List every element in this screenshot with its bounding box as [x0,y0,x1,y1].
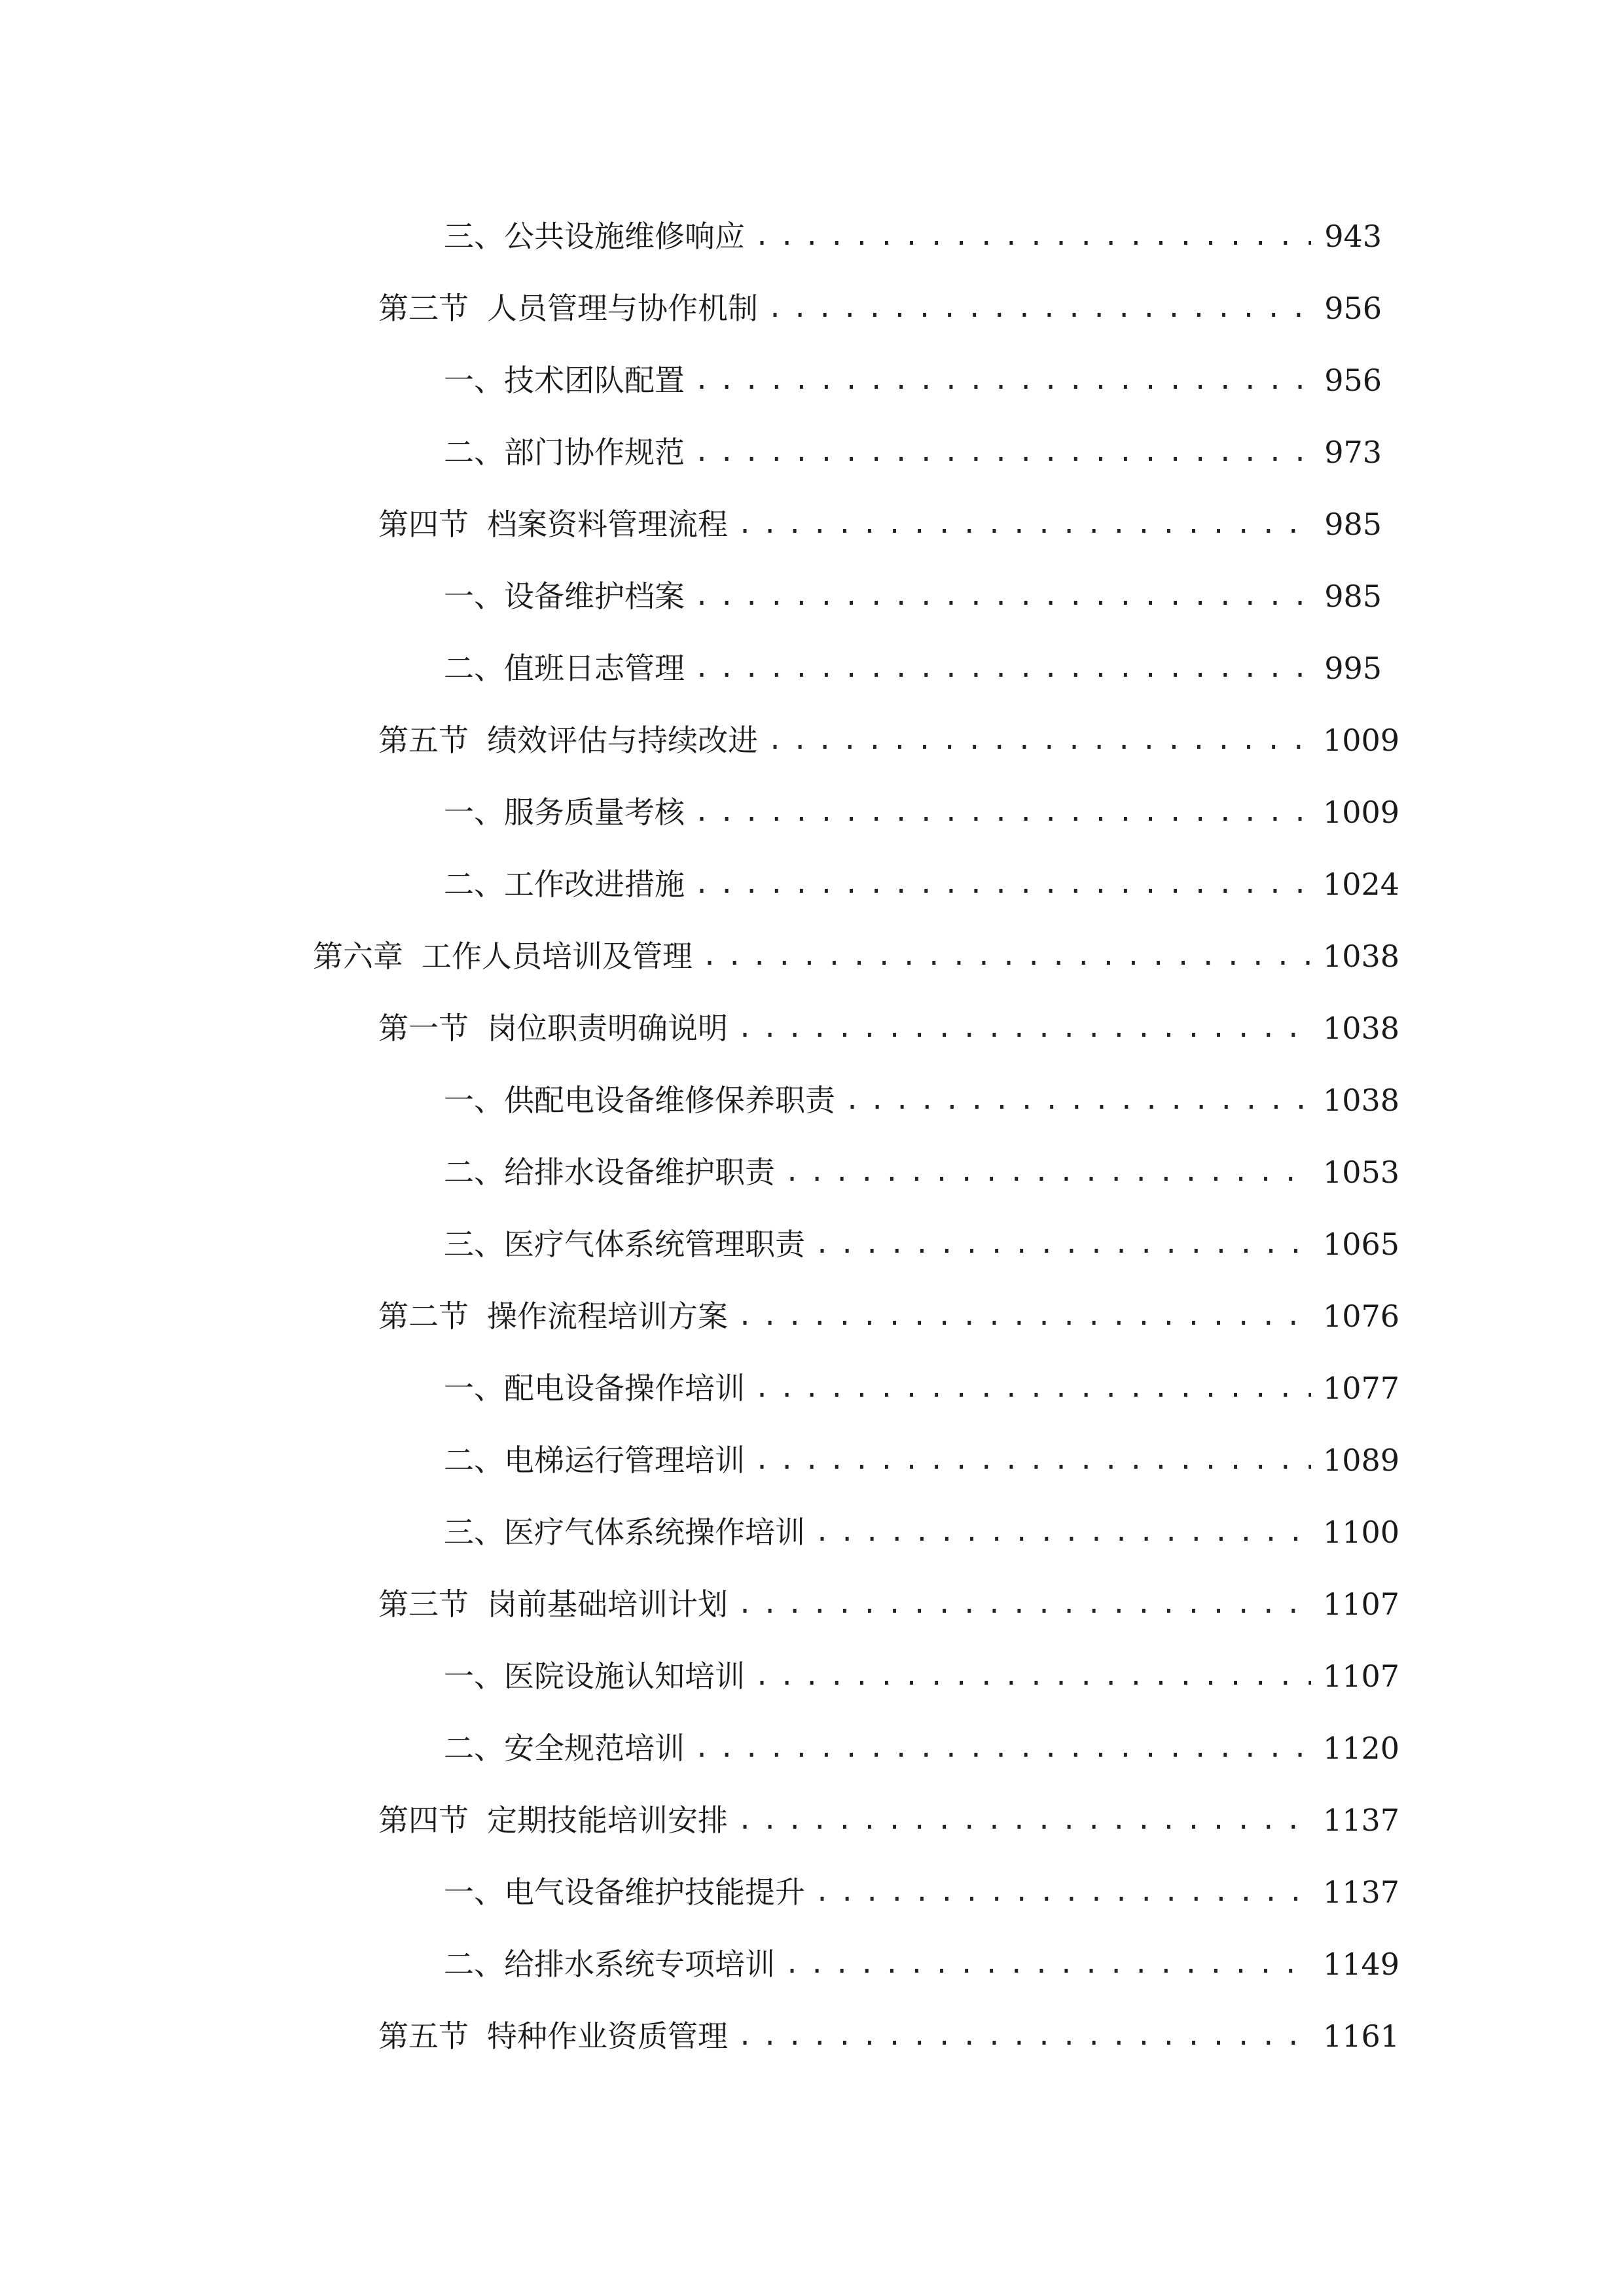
dot-leader [844,1081,1311,1120]
dot-leader [814,1873,1311,1912]
dot-leader [737,1009,1311,1048]
toc-entry[interactable] [0,272,1624,344]
toc-entry-title: 电气设备维护技能提升 [504,1874,805,1910]
toc-entry[interactable] [0,1352,1624,1424]
toc-entry-page: 943 [1324,219,1382,254]
toc-entry-page: 1009 [1323,723,1400,758]
toc-entry-page: 1107 [1323,1659,1400,1694]
toc-entry-title: 定期技能培训安排 [487,1803,728,1838]
dot-leader [754,217,1311,256]
toc-entry-number: 第三节 [378,1587,469,1622]
dot-leader [694,361,1311,400]
toc-entry-number: 二、 [444,651,504,686]
toc-entry-number: 一、 [444,1874,504,1910]
toc-entry-page: 1137 [1323,1874,1400,1910]
toc-entry-number: 第四节 [378,507,469,542]
dot-leader [754,1657,1311,1696]
dot-leader [814,1225,1311,1264]
toc-entry-title: 工作改进措施 [504,867,685,902]
toc-entry[interactable] [0,344,1624,416]
dot-leader [694,577,1311,616]
dot-leader [814,1513,1311,1552]
toc-entry[interactable] [0,1856,1624,1928]
toc-entry[interactable] [0,848,1624,920]
dot-leader [784,1153,1311,1192]
toc-entry-page: 956 [1324,363,1382,398]
dot-leader [754,1441,1311,1480]
toc-entry-number: 第四节 [378,1803,469,1838]
toc-entry[interactable] [0,1424,1624,1496]
dot-leader [694,649,1311,688]
toc-entry[interactable] [0,1640,1624,1712]
toc-entry-title: 给排水系统专项培训 [504,1946,775,1982]
toc-entry-number: 第一节 [378,1011,469,1046]
dot-leader [737,1297,1311,1336]
toc-entry-page: 1100 [1323,1515,1400,1550]
toc-entry-number: 二、 [444,1443,504,1478]
toc-entry-title: 人员管理与协作机制 [487,291,758,326]
toc-entry-number: 第五节 [378,2018,469,2054]
toc-entry-title: 技术团队配置 [504,363,685,398]
toc-entry[interactable] [0,200,1624,272]
toc-entry[interactable] [0,1208,1624,1280]
toc-entry[interactable] [0,992,1624,1064]
toc-entry-page: 1107 [1323,1587,1400,1622]
toc-entry-number: 三、 [444,1227,504,1262]
toc-entry-title: 部门协作规范 [504,435,685,470]
toc-entry-title: 操作流程培训方案 [487,1299,728,1334]
dot-leader [767,289,1311,328]
toc-entry-page: 1089 [1323,1443,1400,1478]
toc-entry-number: 一、 [444,363,504,398]
toc-entry-number: 第二节 [378,1299,469,1334]
dot-leader [784,1945,1311,1984]
toc-entry-page: 1038 [1323,1083,1400,1118]
toc-entry-number: 一、 [444,1083,504,1118]
toc-entry-title: 安全规范培训 [504,1731,685,1766]
toc-entry-number: 三、 [444,1515,504,1550]
toc-entry-page: 973 [1324,435,1382,470]
dot-leader [694,793,1311,832]
toc-entry-page: 956 [1324,291,1382,326]
toc-entry-number: 第三节 [378,291,469,326]
toc-entry-title: 值班日志管理 [504,651,685,686]
toc-entry[interactable] [0,1712,1624,1784]
toc-entry[interactable] [0,1928,1624,2000]
toc-entry[interactable] [0,704,1624,776]
toc-entry-page: 1053 [1323,1155,1400,1190]
toc-entry-page: 1076 [1323,1299,1400,1334]
toc-entry-number: 一、 [444,795,504,830]
dot-leader [754,1369,1311,1408]
toc-entry[interactable] [0,1064,1624,1136]
toc-entry-number: 一、 [444,1659,504,1694]
toc-entry[interactable] [0,2000,1624,2072]
toc-entry[interactable] [0,560,1624,632]
toc-entry-title: 供配电设备维修保养职责 [504,1083,835,1118]
toc-entry[interactable] [0,488,1624,560]
toc-entry-chapter[interactable] [0,920,1624,992]
toc-entry-number: 二、 [444,435,504,470]
toc-entry-title: 绩效评估与持续改进 [487,723,758,758]
dot-leader [694,433,1311,472]
toc-entry-title: 设备维护档案 [504,579,685,614]
toc-entry-page: 1009 [1323,795,1400,830]
toc-entry-page: 1065 [1323,1227,1400,1262]
toc-entry-page: 1024 [1323,867,1400,902]
toc-entry-page: 995 [1324,651,1382,686]
toc-entry-title: 医疗气体系统管理职责 [504,1227,805,1262]
dot-leader [737,2017,1311,2056]
toc-entry-title: 工作人员培训及管理 [422,939,693,974]
toc-entry-page: 1149 [1323,1946,1400,1982]
toc-entry-number: 二、 [444,867,504,902]
toc-entry-page: 1038 [1323,939,1400,974]
toc-entry-number: 二、 [444,1155,504,1190]
toc-entry-page: 1161 [1323,2018,1400,2054]
toc-entry-title: 档案资料管理流程 [487,507,728,542]
toc-entry-page: 1077 [1323,1371,1400,1406]
toc-entry[interactable] [0,1496,1624,1568]
toc-entry-title: 公共设施维修响应 [504,219,745,254]
dot-leader [737,1801,1311,1840]
toc-entry-page: 1038 [1323,1011,1400,1046]
toc-entry[interactable] [0,632,1624,704]
toc-entry-title: 电梯运行管理培训 [504,1443,745,1478]
toc-entry-title: 配电设备操作培训 [504,1371,745,1406]
dot-leader [737,505,1311,544]
dot-leader [702,937,1311,976]
toc-entry-number: 二、 [444,1946,504,1982]
toc-entry-title: 医院设施认知培训 [504,1659,745,1694]
toc-entry[interactable] [0,776,1624,848]
toc-entry-number: 二、 [444,1731,504,1766]
toc-entry-number: 一、 [444,1371,504,1406]
toc-entry-title: 服务质量考核 [504,795,685,830]
toc-entry-title: 特种作业资质管理 [487,2018,728,2054]
toc-entry-number: 一、 [444,579,504,614]
toc-entry[interactable] [0,1280,1624,1352]
toc-entry-page: 985 [1324,507,1382,542]
table-of-contents [0,200,1624,2072]
dot-leader [737,1585,1311,1624]
toc-entry-title: 岗位职责明确说明 [487,1011,728,1046]
toc-entry-title: 医疗气体系统操作培训 [504,1515,805,1550]
toc-entry-title: 给排水设备维护职责 [504,1155,775,1190]
toc-entry-number: 第六章 [313,939,403,974]
toc-entry[interactable] [0,1136,1624,1208]
toc-entry-title: 岗前基础培训计划 [487,1587,728,1622]
dot-leader [694,865,1311,904]
toc-entry-page: 985 [1324,579,1382,614]
toc-entry[interactable] [0,416,1624,488]
toc-entry[interactable] [0,1568,1624,1640]
toc-entry-page: 1120 [1323,1731,1400,1766]
toc-entry[interactable] [0,1784,1624,1856]
toc-entry-number: 三、 [444,219,504,254]
dot-leader [694,1729,1311,1768]
toc-entry-page: 1137 [1323,1803,1400,1838]
toc-entry-number: 第五节 [378,723,469,758]
dot-leader [767,721,1311,760]
